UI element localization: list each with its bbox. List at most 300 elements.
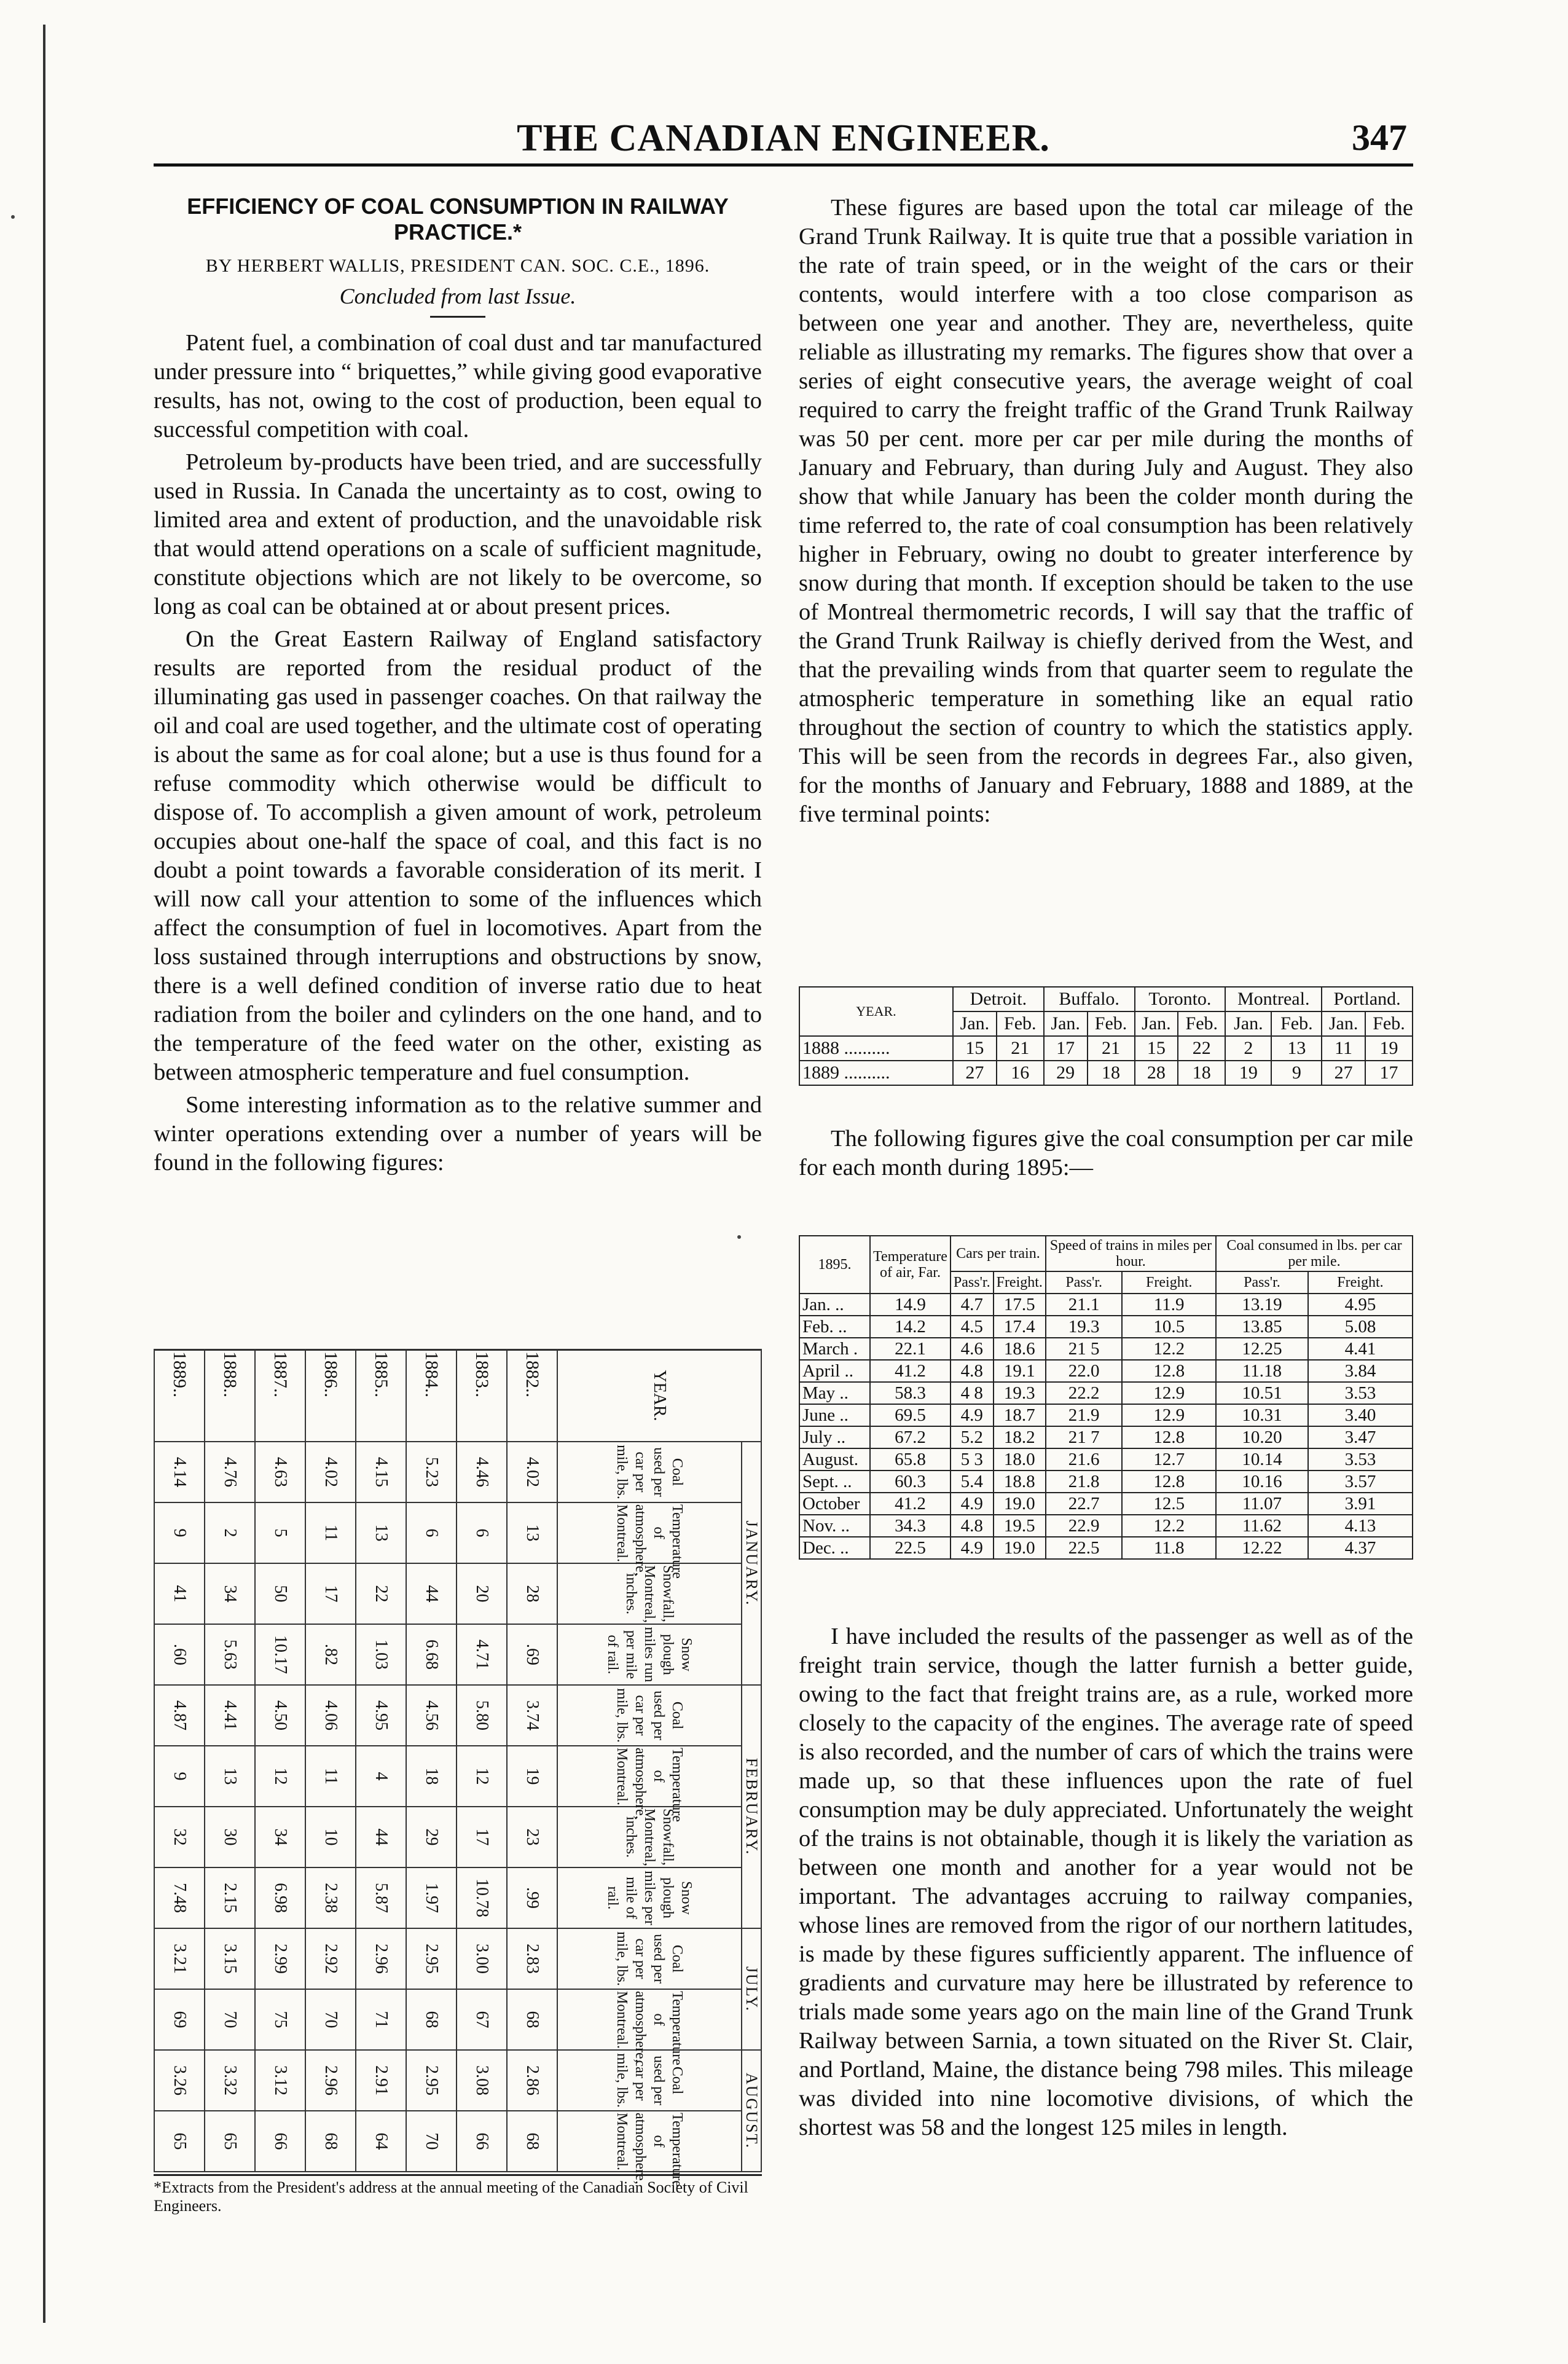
cell: 65 — [205, 2111, 255, 2172]
table-row — [799, 1448, 1413, 1471]
cell: 4.41 — [205, 1685, 255, 1746]
cell: 4.37 — [1308, 1537, 1413, 1559]
table-row — [799, 1294, 1413, 1316]
cell: 3.53 — [1308, 1382, 1413, 1404]
table-row — [356, 1349, 406, 2172]
cell: 21 — [997, 1036, 1044, 1061]
month-header: Jan. — [1322, 1011, 1365, 1036]
cell: 4.9 — [951, 1537, 994, 1559]
cell: 68 — [507, 2111, 557, 2172]
group-august: AUGUST. — [742, 2050, 761, 2172]
col-snow: Snowfall, Montreal, inches. — [557, 1807, 742, 1867]
year-cell: 1888 .......... — [799, 1036, 953, 1061]
cell: 21.1 — [1046, 1294, 1123, 1316]
byline: BY HERBERT WALLIS, PRESIDENT CAN. SOC. C.E., 1896. — [205, 256, 710, 276]
month-header: Feb. — [1271, 1011, 1322, 1036]
cell: 6.98 — [255, 1867, 305, 1928]
month-cell: Nov. .. — [799, 1515, 870, 1537]
cell: 28 — [1135, 1061, 1178, 1085]
cell: 15 — [953, 1036, 997, 1061]
table-row — [154, 1349, 205, 2172]
year-header: YEAR. — [557, 1349, 761, 1442]
paragraph: The following figures give the coal consumption per car mile for each month during 1895:— — [799, 1126, 1413, 1180]
cell: 10.16 — [1216, 1471, 1308, 1493]
cell: 6 — [406, 1502, 457, 1563]
cell: 11 — [305, 1746, 356, 1807]
group-january: JANUARY. — [742, 1442, 761, 1685]
cell: 6.68 — [406, 1624, 457, 1685]
cell: 21 — [1088, 1036, 1135, 1061]
cell: 6 — [457, 1502, 507, 1563]
group-february: FEBRUARY. — [742, 1685, 761, 1928]
temp-header: Temperature of air, Far. — [870, 1236, 951, 1294]
cell: 11.9 — [1122, 1294, 1216, 1316]
paragraph: I have included the results of the passenger as well as of the freight train service, though the latter furnish a better guide, owing to the fact that freight trains are, as a rule, worked more closely to the capacity of the engines. The average rate of speed is also recorded, and the number of cars of which the trains were made up, so that these influences upon the rate of fuel consumption may be duly appreciated. Unfortunately the weight of the trains is not obtainable, though it is likely the variation as between one month and another for a year would not be important. The advantages accruing to railway companies, whose lines are removed from the rigor of our northern latitudes, is made by these figures sufficiently apparent. The influence of gradients and curvature may here be illustrated by reference to trials made some years ago on the main line of the Grand Trunk Railway between Sarnia, a town situated on the River St. Clair, and Portland, Maine, the distance being 798 miles. This mileage was divided into nine locomotive divisions, of which the shortest was 58 and the longest 125 miles in length. — [799, 1624, 1413, 2140]
group-july: JULY. — [742, 1928, 761, 2050]
cell: 11.8 — [1122, 1537, 1216, 1559]
cell: 44 — [406, 1563, 457, 1624]
cell: 16 — [997, 1061, 1044, 1085]
month-header: Jan. — [1044, 1011, 1088, 1036]
paragraph: Patent fuel, a combination of coal dust and tar manufactured under pressure into “ briquettes,” while giving good evaporative results, has not, owing to the cost of production, been equal to successful competition with coal. — [154, 330, 762, 442]
month-cell: June .. — [799, 1404, 870, 1426]
cell: .69 — [507, 1624, 557, 1685]
right-column-middle — [799, 1125, 1413, 1186]
table-row — [507, 1349, 557, 2172]
paragraph: These figures are based upon the total car mileage of the Grand Trunk Railway. It is quite true that a possible variation in the rate of train speed, or in the weight of the cars or their contents, would interfere with a too close comparison as between one year and another. They are, nevertheless, quite reliable as illustrating my remarks. The figures show that over a series of eight consecutive years, the average weight of coal required to carry the freight traffic of the Grand Trunk Railway was 50 per cent. more per car per mile during the months of January and February, than during July and August. They also show that while January has been the colder month during the time referred to, the rate of coal consumption has been relatively higher in February, owing no doubt to greater interference by snow during that month. If exception should be taken to the use of Montreal thermometric records, I will say that the traffic of the Grand Trunk Railway is chiefly derived from the West, and that the prevailing winds from that quarter seem to regulate the atmospheric temperature in something like an equal ratio throughout the section of country to which the statistics apply. This will be seen from the records in degrees Far., also given, for the months of January and February, 1888 and 1889, at the five terminal points: — [799, 195, 1413, 827]
cell: 10.78 — [457, 1867, 507, 1928]
cell: 18.0 — [994, 1448, 1046, 1471]
cell: 4.87 — [154, 1685, 205, 1746]
cell: 2.91 — [356, 2050, 406, 2111]
cell: 12.5 — [1122, 1493, 1216, 1515]
cell: 10 — [305, 1807, 356, 1867]
cell: 19 — [507, 1746, 557, 1807]
cell: 4.13 — [1308, 1515, 1413, 1537]
paragraph: Some interesting information as to the relative summer and winter operations extending over a number of years will be found in the following figures: — [154, 1092, 762, 1176]
cell: 71 — [356, 1989, 406, 2050]
month-header: Feb. — [1365, 1011, 1413, 1036]
cell: 2.92 — [305, 1928, 356, 1989]
cell: 67 — [457, 1989, 507, 2050]
title-rule — [430, 316, 485, 318]
cell: 10.14 — [1216, 1448, 1308, 1471]
cell: 41.2 — [870, 1493, 951, 1515]
cell: 5.08 — [1308, 1316, 1413, 1338]
cell: 2.86 — [507, 2050, 557, 2111]
city-header: Toronto. — [1135, 987, 1226, 1011]
cell: 18.7 — [994, 1404, 1046, 1426]
cell: 70 — [406, 2111, 457, 2172]
cell: 4.71 — [457, 1624, 507, 1685]
col-coal: Coal used per car per mile, lbs. — [557, 2050, 742, 2111]
cell: 22 — [1178, 1036, 1225, 1061]
year-cell: 1889 .......... — [799, 1061, 953, 1085]
month-header: Jan. — [1225, 1011, 1271, 1036]
cell: 2 — [205, 1502, 255, 1563]
cell: 2 — [1225, 1036, 1271, 1061]
cell: 17 — [1044, 1036, 1088, 1061]
cell: 34 — [205, 1563, 255, 1624]
cell: .99 — [507, 1867, 557, 1928]
cell: 14.9 — [870, 1294, 951, 1316]
cell: 5.80 — [457, 1685, 507, 1746]
year-cell: 1887.. — [255, 1349, 305, 1442]
cell: 19 — [1225, 1061, 1271, 1085]
cell: 3.32 — [205, 2050, 255, 2111]
cell: 3.91 — [1308, 1493, 1413, 1515]
year-cell: 1885.. — [356, 1349, 406, 1442]
sub-header: Pass'r. — [1046, 1271, 1123, 1294]
cell: 19.1 — [994, 1360, 1046, 1382]
cell: 22.2 — [1046, 1382, 1123, 1404]
cell: 19.5 — [994, 1515, 1046, 1537]
left-column — [154, 194, 762, 1181]
cell: 22.5 — [870, 1537, 951, 1559]
cell: 9 — [154, 1746, 205, 1807]
cell: 18 — [1088, 1061, 1135, 1085]
cell: .60 — [154, 1624, 205, 1685]
col-coal: Coal used per car per mile, lbs. — [557, 1442, 742, 1502]
cell: 12.8 — [1122, 1360, 1216, 1382]
cell: 10.51 — [1216, 1382, 1308, 1404]
cell: 10.31 — [1216, 1404, 1308, 1426]
cell: 22.1 — [870, 1338, 951, 1360]
cell: 12.25 — [1216, 1338, 1308, 1360]
col-coal: Coal used per car per mile, lbs. — [557, 1928, 742, 1989]
cell: 41.2 — [870, 1360, 951, 1382]
cell: 69.5 — [870, 1404, 951, 1426]
year-cell: 1888.. — [205, 1349, 255, 1442]
cell: 4.6 — [951, 1338, 994, 1360]
table-row — [406, 1349, 457, 2172]
cell: 12 — [255, 1746, 305, 1807]
cell: 29 — [1044, 1061, 1088, 1085]
cell: 44 — [356, 1807, 406, 1867]
page-mark — [737, 1235, 741, 1239]
cell: 13 — [1271, 1036, 1322, 1061]
cell: 19.3 — [1046, 1316, 1123, 1338]
cell: 11.62 — [1216, 1515, 1308, 1537]
table-row — [799, 1537, 1413, 1559]
col-coal: Coal used per car per mile, lbs. — [557, 1685, 742, 1746]
cell: 4.02 — [507, 1442, 557, 1502]
cell: 4.8 — [951, 1360, 994, 1382]
year-label: 1895. — [799, 1236, 870, 1294]
cell: 41 — [154, 1563, 205, 1624]
cell: 19.0 — [994, 1537, 1046, 1559]
city-header: Detroit. — [953, 987, 1044, 1011]
cell: 22.5 — [1046, 1537, 1123, 1559]
cell: 17.4 — [994, 1316, 1046, 1338]
cell: 22.7 — [1046, 1493, 1123, 1515]
cell: 4.9 — [951, 1493, 994, 1515]
cell: 12.8 — [1122, 1426, 1216, 1448]
cell: 58.3 — [870, 1382, 951, 1404]
month-header: Jan. — [953, 1011, 997, 1036]
cell: 3.53 — [1308, 1448, 1413, 1471]
table-row — [799, 1360, 1413, 1382]
cell: 2.96 — [356, 1928, 406, 1989]
cell: 4.95 — [356, 1685, 406, 1746]
cell: 17 — [457, 1807, 507, 1867]
cell: 18.6 — [994, 1338, 1046, 1360]
cell: 4.8 — [951, 1515, 994, 1537]
year-cell: 1886.. — [305, 1349, 356, 1442]
cell: 65 — [154, 2111, 205, 2172]
table-row — [799, 1426, 1413, 1448]
cell: 1.97 — [406, 1867, 457, 1928]
cell: 19 — [1365, 1036, 1413, 1061]
cell: 5.2 — [951, 1426, 994, 1448]
cell: 10.5 — [1122, 1316, 1216, 1338]
cell: 9 — [1271, 1061, 1322, 1085]
cell: 2.95 — [406, 1928, 457, 1989]
cell: 29 — [406, 1807, 457, 1867]
table-row — [799, 1515, 1413, 1537]
paragraph: On the Great Eastern Railway of England satisfactory results are reported from the residual product of the illuminating gas used in passenger coaches. On that railway the oil and coal are used together, and the ultimate cost of operating is about the same as for coal alone; but a use is thus found for a refuse commodity which otherwise would be difficult to dispose of. To accomplish a given amount of work, petroleum occupies about one-half the space of coal, and this fact is no doubt a point towards a favorable consideration of its merit. I will now call your attention to some of the influences which affect the consumption of fuel in locomotives. Apart from the loss sustained through interruptions and obstructions by snow, there is a well defined condition of inverse ratio due to heat radiation from the boiler and cylinders on the one hand, and to the temperature of the feed water on the other, existing as between atmospheric temperature and fuel consumption. — [154, 626, 762, 1085]
col-plough: Snow plough miles run per mile of rail. — [557, 1624, 742, 1685]
cell: 2.99 — [255, 1928, 305, 1989]
year-header: YEAR. — [799, 987, 953, 1036]
cell: 18.2 — [994, 1426, 1046, 1448]
cell: 21.6 — [1046, 1448, 1123, 1471]
cell: 3.74 — [507, 1685, 557, 1746]
cell: 2.96 — [305, 2050, 356, 2111]
cell: 4.46 — [457, 1442, 507, 1502]
cell: 3.84 — [1308, 1360, 1413, 1382]
cell: 34 — [255, 1807, 305, 1867]
cell: 4.06 — [305, 1685, 356, 1746]
city-header: Buffalo. — [1044, 987, 1135, 1011]
table-row — [457, 1349, 507, 2172]
month-cell: March . — [799, 1338, 870, 1360]
cell: 68 — [406, 1989, 457, 2050]
cell: 4.63 — [255, 1442, 305, 1502]
cell: 5.23 — [406, 1442, 457, 1502]
year-cell: 1889.. — [154, 1349, 205, 1442]
cell: 18 — [1178, 1061, 1225, 1085]
cell: 7.48 — [154, 1867, 205, 1928]
cell: 4.41 — [1308, 1338, 1413, 1360]
cell: 28 — [507, 1563, 557, 1624]
cell: 21.9 — [1046, 1404, 1123, 1426]
cell: 68 — [507, 1989, 557, 2050]
table-row — [255, 1349, 305, 2172]
table-row — [799, 1338, 1413, 1360]
footnote: *Extracts from the President's address at the annual meeting of the Canadian Society of Civil Engineers. — [154, 2178, 748, 2215]
col-temp: Temperature of atmosphere, Montreal. — [557, 1502, 742, 1563]
cell: 18 — [406, 1746, 457, 1807]
cell: 2.95 — [406, 2050, 457, 2111]
month-header: Feb. — [997, 1011, 1044, 1036]
cell: 12.2 — [1122, 1515, 1216, 1537]
cell: 4.9 — [951, 1404, 994, 1426]
cell: 11.18 — [1216, 1360, 1308, 1382]
table-row — [205, 1349, 255, 2172]
cell: 4.56 — [406, 1685, 457, 1746]
cell: 1.03 — [356, 1624, 406, 1685]
cell: 60.3 — [870, 1471, 951, 1493]
cell: 50 — [255, 1563, 305, 1624]
monthly-table-body — [799, 1294, 1413, 1559]
month-cell: August. — [799, 1448, 870, 1471]
month-header: Jan. — [1135, 1011, 1178, 1036]
cell: 22.0 — [1046, 1360, 1123, 1382]
cell: 13.85 — [1216, 1316, 1308, 1338]
continuation-note: Concluded from last Issue. — [339, 284, 576, 308]
cell: 2.38 — [305, 1867, 356, 1928]
col-snow: Snowfall, Montreal, inches. — [557, 1563, 742, 1624]
cell: 21 7 — [1046, 1426, 1123, 1448]
cell: 3.08 — [457, 2050, 507, 2111]
sub-header: Freight. — [994, 1271, 1046, 1294]
cell: 12.7 — [1122, 1448, 1216, 1471]
yearly-table — [154, 1349, 762, 2187]
col-temp: Temperature of atmosphere, Montreal. — [557, 2111, 742, 2172]
cell: 12.9 — [1122, 1404, 1216, 1426]
cell: 22 — [356, 1563, 406, 1624]
temperature-table — [799, 986, 1413, 1086]
col-temp: Temperature of atmosphere, Montreal. — [557, 1989, 742, 2050]
cell: 3.21 — [154, 1928, 205, 1989]
cell: 13 — [356, 1502, 406, 1563]
cell: 12.22 — [1216, 1537, 1308, 1559]
cell: 3.47 — [1308, 1426, 1413, 1448]
city-header: Portland. — [1322, 987, 1413, 1011]
cell: 4.14 — [154, 1442, 205, 1502]
cell: 69 — [154, 1989, 205, 2050]
table-row — [799, 1471, 1413, 1493]
cell: 4.15 — [356, 1442, 406, 1502]
cell: 14.2 — [870, 1316, 951, 1338]
year-cell: 1884.. — [406, 1349, 457, 1442]
cell: 12.2 — [1122, 1338, 1216, 1360]
speed-header: Speed of trains in miles per hour. — [1046, 1236, 1216, 1271]
cell: 5 3 — [951, 1448, 994, 1471]
table-row — [799, 1404, 1413, 1426]
cell: 4.7 — [951, 1294, 994, 1316]
cell: 17 — [1365, 1061, 1413, 1085]
month-header: Feb. — [1088, 1011, 1135, 1036]
cell: 17.5 — [994, 1294, 1046, 1316]
month-cell: May .. — [799, 1382, 870, 1404]
cell: 13.19 — [1216, 1294, 1308, 1316]
cell: 20 — [457, 1563, 507, 1624]
cell: 4.5 — [951, 1316, 994, 1338]
cell: 32 — [154, 1807, 205, 1867]
table-row — [799, 1036, 1413, 1061]
cell: 3.26 — [154, 2050, 205, 2111]
cell: 21.8 — [1046, 1471, 1123, 1493]
cell: 27 — [953, 1061, 997, 1085]
month-cell: Dec. .. — [799, 1537, 870, 1559]
cell: 3.00 — [457, 1928, 507, 1989]
cell: 19.0 — [994, 1493, 1046, 1515]
cell: 11 — [305, 1502, 356, 1563]
cell: 3.40 — [1308, 1404, 1413, 1426]
cell: 70 — [305, 1989, 356, 2050]
cell: 5.63 — [205, 1624, 255, 1685]
year-cell: 1882.. — [507, 1349, 557, 1442]
cell: 17 — [305, 1563, 356, 1624]
page-header — [154, 117, 1413, 166]
cell: 12 — [457, 1746, 507, 1807]
month-cell: July .. — [799, 1426, 870, 1448]
table-row — [799, 1382, 1413, 1404]
cell: 66 — [255, 2111, 305, 2172]
cell: 12.8 — [1122, 1471, 1216, 1493]
cell: 75 — [255, 1989, 305, 2050]
year-cell: 1883.. — [457, 1349, 507, 1442]
month-cell: Jan. .. — [799, 1294, 870, 1316]
cell: 13 — [205, 1746, 255, 1807]
cell: 65.8 — [870, 1448, 951, 1471]
sub-header: Pass'r. — [951, 1271, 994, 1294]
city-header: Montreal. — [1225, 987, 1322, 1011]
cell: 10.17 — [255, 1624, 305, 1685]
sub-header: Freight. — [1122, 1271, 1216, 1294]
cell: 4.50 — [255, 1685, 305, 1746]
col-temp: Temperature of atmosphere, Montreal. — [557, 1746, 742, 1807]
table-row — [799, 1316, 1413, 1338]
cell: 11.07 — [1216, 1493, 1308, 1515]
cell: 4 — [356, 1746, 406, 1807]
cell: 27 — [1322, 1061, 1365, 1085]
cell: 3.12 — [255, 2050, 305, 2111]
cell: 10.20 — [1216, 1426, 1308, 1448]
cell: 5 — [255, 1502, 305, 1563]
cell: 68 — [305, 2111, 356, 2172]
cell: 3.57 — [1308, 1471, 1413, 1493]
cell: 70 — [205, 1989, 255, 2050]
cell: 67.2 — [870, 1426, 951, 1448]
cell: .82 — [305, 1624, 356, 1685]
cell: 13 — [507, 1502, 557, 1563]
cell: 23 — [507, 1807, 557, 1867]
cell: 11 — [1322, 1036, 1365, 1061]
month-cell: April .. — [799, 1360, 870, 1382]
table-row — [799, 1493, 1413, 1515]
article-title: EFFICIENCY OF COAL CONSUMPTION IN RAILWAY PRACTICE.* — [187, 194, 729, 245]
cell: 15 — [1135, 1036, 1178, 1061]
cell: 34.3 — [870, 1515, 951, 1537]
month-cell: Sept. .. — [799, 1471, 870, 1493]
month-cell: Feb. .. — [799, 1316, 870, 1338]
cell: 30 — [205, 1807, 255, 1867]
page-number: 347 — [1352, 117, 1407, 158]
table-row — [305, 1349, 356, 2172]
cell: 22.9 — [1046, 1515, 1123, 1537]
journal-title: THE CANADIAN ENGINEER. — [517, 117, 1050, 159]
cell: 5.87 — [356, 1867, 406, 1928]
cell: 5.4 — [951, 1471, 994, 1493]
cell: 4 8 — [951, 1382, 994, 1404]
cell: 4.02 — [305, 1442, 356, 1502]
cell: 2.83 — [507, 1928, 557, 1989]
binding-rule — [43, 25, 45, 2323]
cell: 3.15 — [205, 1928, 255, 1989]
cell: 18.8 — [994, 1471, 1046, 1493]
month-cell: October — [799, 1493, 870, 1515]
cell: 64 — [356, 2111, 406, 2172]
cars-header: Cars per train. — [951, 1236, 1046, 1271]
cell: 2.15 — [205, 1867, 255, 1928]
cell: 66 — [457, 2111, 507, 2172]
cell: 19.3 — [994, 1382, 1046, 1404]
paragraph: Petroleum by-products have been tried, and are successfully used in Russia. In Canada the uncertainty as to cost, owing to limited area and extent of production, and the unavoidable risk that would attend operations on a scale of sufficient magnitude, constitute objections which are not likely to be overcome, so long as coal can be obtained at or about present prices. — [154, 449, 762, 619]
right-column-bottom — [799, 1622, 1413, 2146]
